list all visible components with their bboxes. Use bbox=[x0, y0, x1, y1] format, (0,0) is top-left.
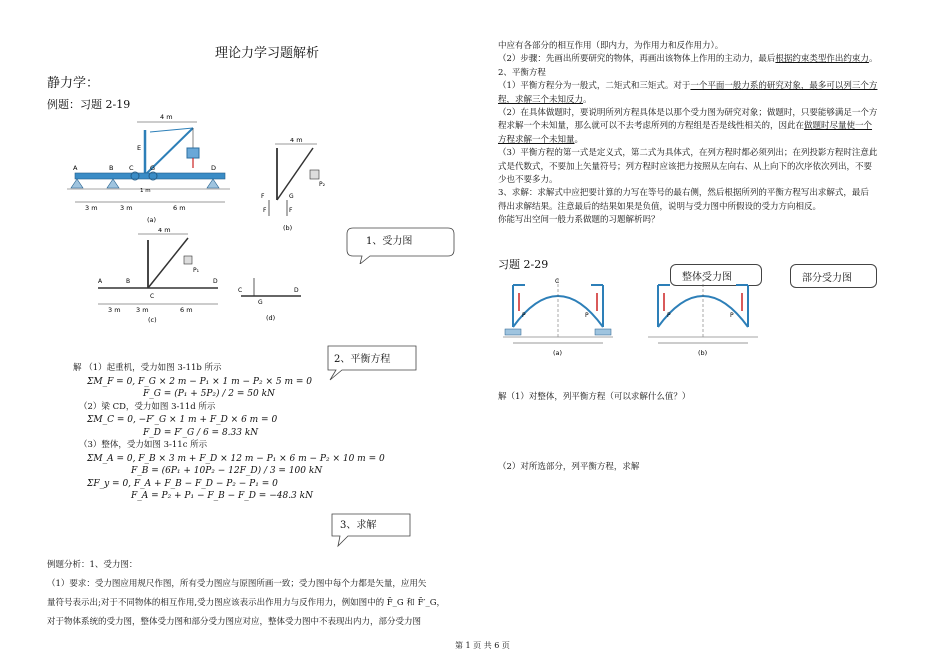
equation: ΣM_A = 0, F_B × 3 m + F_D × 12 m − P₁ × 6 m − P₂ × 10 m = 0 bbox=[87, 453, 385, 464]
svg-text:4 m: 4 m bbox=[160, 113, 173, 121]
svg-text:3 m: 3 m bbox=[85, 204, 98, 212]
svg-text:P: P bbox=[522, 312, 526, 319]
svg-text:P: P bbox=[585, 312, 589, 319]
svg-text:6 m: 6 m bbox=[180, 306, 193, 314]
svg-text:A: A bbox=[73, 164, 78, 172]
text-line: 你能写出空间一般力系做题的习题解析吗？ bbox=[498, 215, 660, 226]
svg-text:(b): (b) bbox=[698, 349, 708, 357]
svg-text:3 m: 3 m bbox=[136, 306, 149, 314]
svg-text:6 m: 6 m bbox=[173, 204, 186, 212]
analysis-paragraph: 对于物体系统的受力图，整体受力图和部分受力图应对应，整体受力图中不表现出内力，部分受力图 bbox=[47, 617, 422, 627]
svg-text:(a): (a) bbox=[147, 216, 157, 224]
text-line: 2、平衡方程 bbox=[498, 67, 546, 78]
svg-text:F: F bbox=[261, 193, 265, 200]
svg-text:D: D bbox=[213, 278, 218, 285]
text-line: （1）平衡方程分为一般式，二矩式和三矩式。对于一个平面一般力系的研究对象，最多可以列三个方 bbox=[498, 81, 878, 92]
text-line: （2）在具体做题时，要说明所列方程具体是以那个受力图为研究对象；做题时，只要能够满足一个方 bbox=[498, 108, 878, 119]
svg-text:1 m: 1 m bbox=[140, 188, 151, 194]
svg-text:C: C bbox=[238, 287, 243, 294]
svg-text:4 m: 4 m bbox=[290, 138, 303, 144]
text-line: 少也不要多力。 bbox=[498, 175, 558, 186]
figure-b bbox=[255, 138, 340, 233]
svg-text:B: B bbox=[126, 278, 131, 285]
svg-text:3 m: 3 m bbox=[120, 204, 133, 212]
svg-text:P: P bbox=[667, 312, 671, 319]
solution-step-part: （2）对所选部分，列平衡方程，求解 bbox=[498, 462, 640, 472]
svg-text:P: P bbox=[730, 312, 734, 319]
svg-text:(a): (a) bbox=[553, 349, 563, 357]
callout-label-3: 3、求解 bbox=[340, 520, 377, 531]
svg-text:D: D bbox=[294, 287, 299, 294]
callout-label-1: 1、受力图 bbox=[366, 236, 413, 247]
tag-whole-label: 整体受力图 bbox=[682, 272, 732, 283]
text-line: 方程求解一个未知量。 bbox=[498, 134, 584, 145]
solution-step-whole: 解（1）对整体，列平衡方程（可以求解什么值？） bbox=[498, 392, 691, 402]
svg-text:G: G bbox=[258, 299, 263, 306]
figure-229-a bbox=[503, 275, 613, 360]
analysis-block bbox=[47, 556, 477, 632]
solution-block bbox=[73, 362, 385, 503]
analysis-paragraph: 量符号表示出;对于不同物体的相互作用,受力图应该表示出作用力与反作用力，例如图中的 F̄_G 和 F̄′_G， bbox=[47, 598, 445, 608]
solution-step-2: （2）梁 CD，受力如图 3-11d 所示 bbox=[79, 401, 216, 412]
tag-part-label: 部分受力图 bbox=[802, 273, 852, 284]
text-line: 中应有各部分的相互作用（即内力，为作用力和反作用力）。 bbox=[498, 41, 724, 51]
section-heading: 静力学： bbox=[47, 76, 100, 91]
svg-text:4 m: 4 m bbox=[158, 228, 171, 234]
svg-text:E: E bbox=[137, 144, 142, 152]
figure-c bbox=[88, 228, 223, 323]
text-line: 程求解一个未知量，那么就可以不去考虑所列的方程组是否是线性相关的，因此在做题时尽量使一个 bbox=[498, 121, 873, 132]
svg-text:G: G bbox=[289, 193, 294, 200]
right-text-block bbox=[498, 40, 928, 228]
equation: F_A = P₂ + P₁ − F_B − F_D = −48.3 kN bbox=[131, 491, 313, 501]
page-footer: 第 1 页 共 6 页 bbox=[455, 641, 510, 650]
equation: F_G = (P₁ + 5P₂) / 2 = 50 kN bbox=[143, 389, 275, 399]
text-line: 3、求解：求解式中应把要计算的力写在等号的最右侧，然后根据所列的平衡方程写出求解式，最后 bbox=[498, 188, 869, 199]
analysis-paragraph: （1）要求：受力图应用规尺作图，所有受力图应与原图所画一致；受力图中每个力都是矢量，应用矢 bbox=[47, 579, 427, 589]
equation: F_D = F′_G / 6 = 8.33 kN bbox=[143, 427, 259, 438]
figure-229-b bbox=[648, 275, 758, 360]
page-title: 理论力学习题解析 bbox=[215, 46, 320, 61]
svg-text:(d): (d) bbox=[266, 314, 276, 322]
svg-text:B: B bbox=[109, 164, 114, 172]
svg-text:C: C bbox=[129, 164, 134, 172]
equation: ΣM_C = 0, −F′_G × 1 m + F_D × 6 m = 0 bbox=[87, 415, 278, 425]
svg-text:C: C bbox=[150, 293, 155, 300]
solution-step-3: （3）整体，受力如图 3-11c 所示 bbox=[79, 440, 208, 450]
svg-text:(b): (b) bbox=[283, 224, 293, 232]
equation: ΣM_F = 0, F_G × 2 m − P₁ × 1 m − P₂ × 5 m = 0 bbox=[87, 376, 312, 387]
svg-text:P₂: P₂ bbox=[319, 181, 326, 188]
svg-text:F: F bbox=[263, 207, 267, 214]
equation: ΣF_y = 0, F_A + F_B − F_D − P₂ − P₁ = 0 bbox=[87, 478, 278, 489]
text-line: （2）步骤：先画出所要研究的物体，再画出该物体上作用的主动力，最后根据约束类型作出约束力。 bbox=[498, 54, 878, 65]
text-line: 式是代数式，不要加上矢量符号；列方程时应该把力按照从左向右、从上向下的次序依次列出，不要 bbox=[498, 161, 873, 172]
svg-text:F: F bbox=[289, 207, 293, 214]
svg-text:D: D bbox=[211, 164, 217, 172]
svg-text:A: A bbox=[98, 278, 103, 285]
text-line: （3）平衡方程的第一式是定义式，第二式为具体式，在列方程时都必须列出；在列投影方程时注意此 bbox=[498, 148, 878, 159]
figure-a bbox=[65, 110, 240, 225]
svg-text:C: C bbox=[555, 278, 560, 285]
svg-text:G: G bbox=[150, 164, 156, 172]
text-line: 程，求解三个未知反力。 bbox=[498, 94, 592, 105]
solution-step-1: 解 （1）起重机，受力如图 3-11b 所示 bbox=[73, 363, 222, 373]
equation: F_B = (6P₁ + 10P₂ − 12F_D) / 3 = 100 kN bbox=[131, 466, 323, 476]
example2-title: 习题 2-29 bbox=[498, 258, 549, 271]
example-title: 例题：习题 2-19 bbox=[47, 98, 131, 111]
analysis-heading: 例题分析：1、受力图： bbox=[47, 560, 138, 570]
svg-text:(c): (c) bbox=[148, 316, 157, 323]
svg-text:3 m: 3 m bbox=[108, 306, 121, 314]
text-line: 得出求解结果。注意最后的结果如果是负值，说明与受力图中所假设的受力方向相反。 bbox=[498, 201, 822, 212]
figure-d bbox=[236, 272, 306, 324]
callout-label-2: 2、平衡方程 bbox=[334, 354, 391, 365]
svg-text:P₁: P₁ bbox=[193, 267, 200, 274]
